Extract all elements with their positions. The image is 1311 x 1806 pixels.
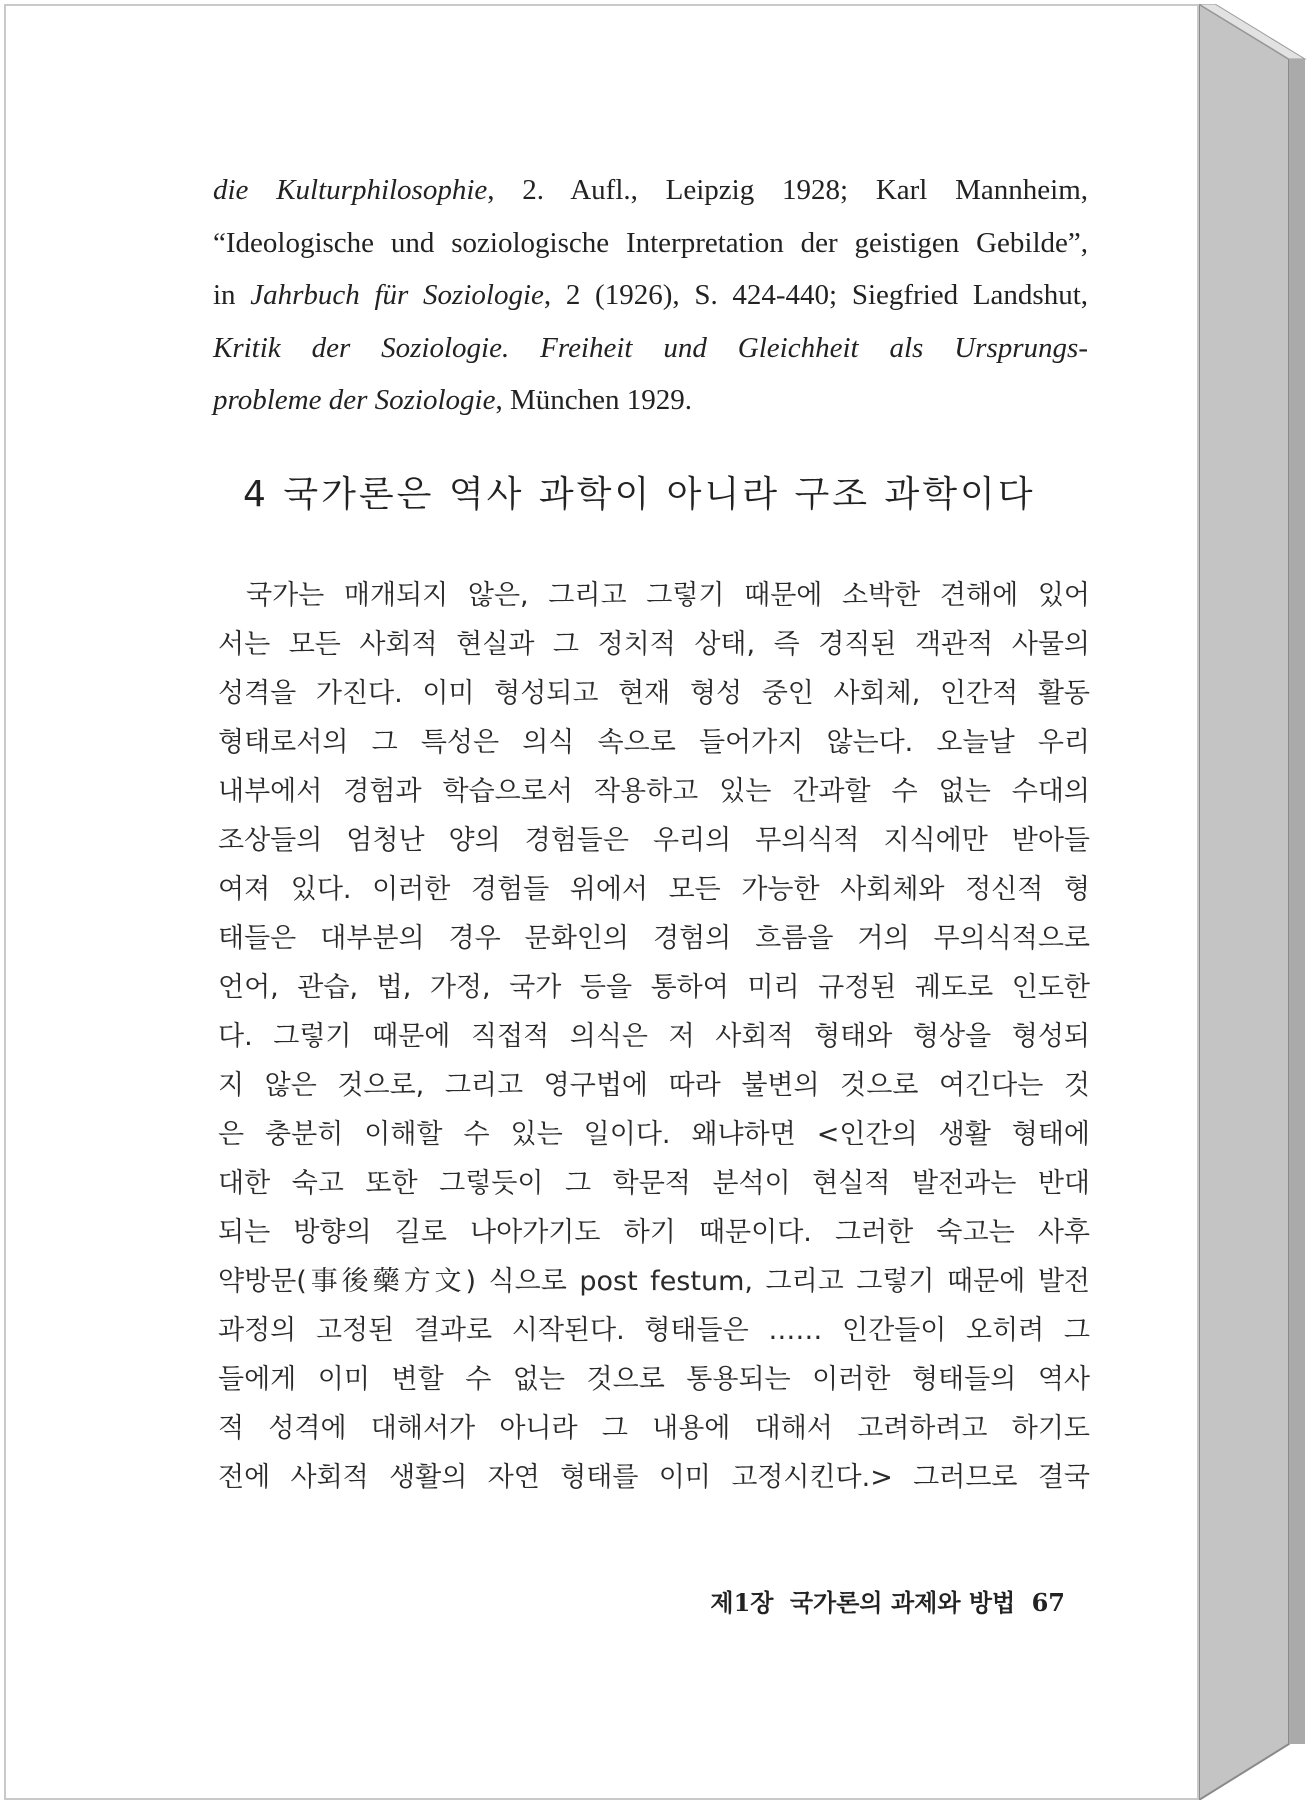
paragraph-line: 들에게 이미 변할 수 없는 것으로 통용되는 이러한 형태들의 역사 (218, 1364, 1090, 1395)
paragraph-line: 다. 그렇기 때문에 직접적 의식은 저 사회적 형태와 형상을 형성되 (218, 1021, 1090, 1052)
bibliography-text: in (213, 279, 251, 311)
paragraph-line: 되는 방향의 길로 나아가기도 하기 때문이다. 그러한 숙고는 사후 (218, 1217, 1090, 1248)
bibliography-text: , 2 (1926), S. 424-440; Siegfried Landshut, (543, 279, 1089, 311)
bibliography-line: “Ideologische und soziologische Interpretation der geistigen Gebilde”, (213, 226, 1088, 259)
paragraph-line: 국가는 매개되지 않은, 그리고 그렇기 때문에 소박한 견해에 있어 (246, 580, 1090, 611)
section-heading (243, 466, 1036, 517)
paragraph-line: 과정의 고정된 결과로 시작된다. 형태들은 …… 인간들이 오히려 그 (218, 1315, 1090, 1346)
bibliography-italic-title: Kritik der Soziologie. Freiheit und Gleichheit als Ursprungs- (213, 331, 1088, 364)
section-number: 4 (243, 474, 269, 515)
book-edge-graphic (1199, 4, 1307, 1800)
section-title: 국가론은 역사 과학이 아니라 구조 과학이다 (283, 474, 1036, 515)
bibliography-line (213, 269, 1088, 322)
paragraph-line: 성격을 가진다. 이미 형성되고 현재 형성 중인 사회체, 인간적 활동 (218, 678, 1090, 709)
paragraph-line: 내부에서 경험과 학습으로서 작용하고 있는 간과할 수 없는 수대의 (218, 776, 1090, 807)
bibliography-line (213, 322, 1088, 375)
paragraph-line: 지 않은 것으로, 그리고 영구법에 따라 불변의 것으로 여긴다는 것 (218, 1070, 1090, 1101)
bibliography-text: , München 1929. (495, 384, 692, 416)
paragraph-line: 태들은 대부분의 경우 문화인의 경험의 흐름을 거의 무의식적으로 (218, 923, 1090, 954)
page-number: 67 (1031, 1588, 1065, 1617)
bibliography-text: , 2. Aufl., Leipzig 1928; Karl Mannheim, (487, 174, 1089, 206)
bibliography-line (213, 164, 1088, 217)
paragraph-line: 조상들의 엄청난 양의 경험들은 우리의 무의식적 지식에만 받아들 (218, 825, 1090, 856)
paragraph-line: 여져 있다. 이러한 경험들 위에서 모든 가능한 사회체와 정신적 형 (218, 874, 1090, 905)
paragraph-line: 전에 사회적 생활의 자연 형태를 이미 고정시킨다.> 그러므로 결국 (218, 1462, 1090, 1493)
paragraph-line: 언어, 관습, 법, 가정, 국가 등을 통하여 미리 규정된 궤도로 인도한 (218, 972, 1090, 1003)
bibliography-italic-title: probleme der Soziologie (213, 384, 496, 416)
bibliography-footnote (213, 164, 1088, 427)
paragraph-line: 형태로서의 그 특성은 의식 속으로 들어가지 않는다. 오늘날 우리 (218, 727, 1090, 758)
paragraph-line: 대한 숙고 또한 그렇듯이 그 학문적 분석이 현실적 발전과는 반대 (218, 1168, 1090, 1199)
paragraph-line: 적 성격에 대해서가 아니라 그 내용에 대해서 고려하려고 하기도 (218, 1413, 1090, 1444)
body-paragraph (218, 571, 1090, 1502)
bibliography-line (213, 374, 1088, 427)
book-edge-3d (1199, 4, 1307, 1800)
page-footer (710, 1583, 1065, 1618)
paragraph-line: 은 충분히 이해할 수 있는 일이다. 왜냐하면 <인간의 생활 형태에 (218, 1119, 1090, 1150)
footer-chapter-title: 국가론의 과제와 방법 (789, 1588, 1016, 1617)
bibliography-italic-title: die Kulturphilosophie (213, 174, 488, 206)
paragraph-line: 서는 모든 사회적 현실과 그 정치적 상태, 즉 경직된 객관적 사물의 (218, 629, 1090, 660)
footer-chapter: 제1장 (710, 1588, 774, 1617)
paragraph-line: 약방문(事後藥方文) 식으로 post festum, 그리고 그렇기 때문에 발전 (218, 1266, 1090, 1297)
bibliography-italic-title: Jahrbuch für Soziologie (250, 279, 544, 311)
